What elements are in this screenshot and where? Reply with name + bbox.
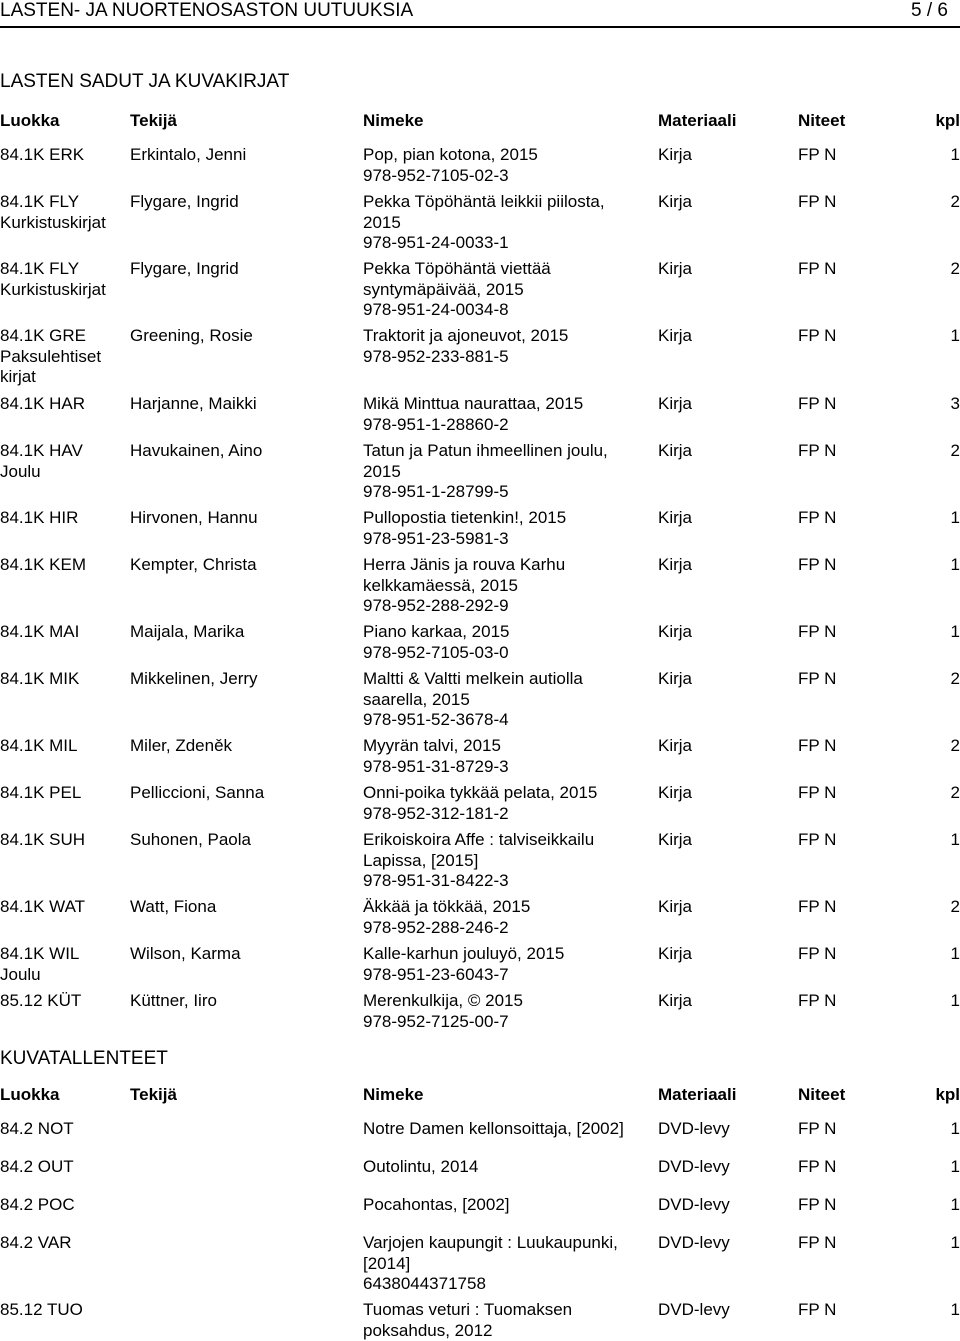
title-line: Kalle-karhun jouluyö, 2015 [363, 944, 565, 963]
column-header-material: Materiaali [658, 111, 737, 130]
cell-material: Kirja [658, 394, 693, 413]
cell-kpl: 2 [950, 783, 960, 802]
title-line: 978-951-1-28860-2 [363, 414, 509, 434]
cell-title [363, 897, 653, 938]
cell-copies: FP N [798, 145, 837, 164]
cell-copies: FP N [798, 192, 837, 211]
cell-title [363, 1233, 653, 1295]
column-header-author: Tekijä [130, 111, 177, 130]
cell-class [0, 394, 128, 415]
cell-kpl: 1 [950, 1195, 960, 1214]
title-line: Pocahontas, [2002] [363, 1195, 510, 1214]
cell-author: Küttner, Iiro [130, 991, 217, 1010]
cell-author: Maijala, Marika [130, 622, 245, 641]
class-line: 84.1K MIL [0, 736, 78, 755]
cell-title [363, 669, 653, 731]
title-line: Notre Damen kellonsoittaja, [2002] [363, 1119, 624, 1138]
cell-copies: FP N [798, 783, 837, 802]
cell-title [363, 1195, 653, 1216]
cell-author: Erkintalo, Jenni [130, 145, 247, 164]
cell-material: DVD-levy [658, 1195, 730, 1214]
cell-author: Suhonen, Paola [130, 830, 251, 849]
cell-class [0, 1300, 128, 1321]
class-line: Kurkistuskirjat [0, 279, 106, 299]
title-line: Maltti & Valtti melkein autiolla [363, 669, 583, 688]
title-line: 978-952-288-292-9 [363, 596, 509, 615]
cell-author: Greening, Rosie [130, 326, 253, 345]
cell-kpl: 1 [950, 830, 960, 849]
cell-title [363, 1119, 653, 1140]
title-line: 978-951-52-3678-4 [363, 710, 509, 729]
title-line: 978-952-7105-02-3 [363, 165, 509, 185]
title-line: poksahdus, 2012 [363, 1320, 493, 1340]
cell-author: Flygare, Ingrid [130, 259, 239, 278]
title-line: 6438044371758 [363, 1274, 486, 1293]
cell-copies: FP N [798, 669, 837, 688]
class-line: 84.1K MAI [0, 622, 80, 641]
cell-kpl: 1 [950, 326, 960, 345]
cell-material: Kirja [658, 736, 693, 755]
cell-title [363, 259, 653, 321]
cell-material: Kirja [658, 441, 693, 460]
cell-kpl: 1 [950, 145, 960, 164]
cell-author: Hirvonen, Hannu [130, 508, 258, 527]
title-line: 978-951-1-28799-5 [363, 482, 509, 501]
title-line: Pop, pian kotona, 2015 [363, 145, 538, 164]
cell-material: Kirja [658, 897, 693, 916]
cell-class [0, 508, 128, 529]
title-line: Piano karkaa, 2015 [363, 622, 510, 641]
class-line: 84.1K MIK [0, 669, 80, 688]
title-line: saarella, 2015 [363, 689, 470, 709]
class-line: 84.1K HAR [0, 394, 86, 413]
class-line: 85.12 KÜT [0, 991, 82, 1010]
class-line: Paksulehtiset [0, 346, 102, 366]
header-divider [0, 26, 960, 28]
cell-title [363, 555, 653, 617]
cell-class [0, 622, 128, 643]
class-line: 84.1K FLY [0, 192, 80, 211]
title-line: 978-951-24-0034-8 [363, 300, 509, 319]
title-line: Mikä Minttua naurattaa, 2015 [363, 394, 584, 413]
cell-class [0, 441, 128, 482]
cell-class [0, 897, 128, 918]
class-line: Joulu [0, 964, 41, 984]
class-line: 84.1K WIL [0, 944, 80, 963]
cell-material: Kirja [658, 259, 693, 278]
cell-material: Kirja [658, 326, 693, 345]
class-line: 84.2 NOT [0, 1119, 74, 1138]
section-heading: LASTEN SADUT JA KUVAKIRJAT [0, 71, 290, 92]
class-line: 84.1K WAT [0, 897, 86, 916]
cell-kpl: 1 [950, 1300, 960, 1319]
title-line: Traktorit ja ajoneuvot, 2015 [363, 326, 569, 345]
cell-material: Kirja [658, 145, 693, 164]
cell-kpl: 2 [950, 259, 960, 278]
title-line: Äkkää ja tökkää, 2015 [363, 897, 531, 916]
class-line: 84.2 OUT [0, 1157, 74, 1176]
title-line: Outolintu, 2014 [363, 1157, 479, 1176]
cell-material: Kirja [658, 622, 693, 641]
cell-copies: FP N [798, 944, 837, 963]
column-header-class: Luokka [0, 111, 60, 130]
cell-class [0, 1157, 128, 1178]
cell-class [0, 830, 128, 851]
title-line: Merenkulkija, © 2015 [363, 991, 523, 1010]
title-line: Onni-poika tykkää pelata, 2015 [363, 783, 598, 802]
cell-copies: FP N [798, 1195, 837, 1214]
cell-kpl: 1 [950, 555, 960, 574]
cell-material: DVD-levy [658, 1119, 730, 1138]
cell-copies: FP N [798, 897, 837, 916]
cell-kpl: 1 [950, 1233, 960, 1252]
title-line: [2014] [363, 1253, 411, 1273]
cell-kpl: 2 [950, 192, 960, 211]
cell-material: Kirja [658, 192, 693, 211]
title-line: Erikoiskoira Affe : talviseikkailu [363, 830, 595, 849]
column-header-title: Nimeke [363, 111, 424, 130]
cell-class [0, 944, 128, 985]
cell-author: Wilson, Karma [130, 944, 241, 963]
cell-kpl: 1 [950, 944, 960, 963]
cell-class [0, 1233, 128, 1254]
cell-copies: FP N [798, 259, 837, 278]
cell-class [0, 555, 128, 576]
cell-author: Kempter, Christa [130, 555, 257, 574]
cell-kpl: 1 [950, 1157, 960, 1176]
cell-title [363, 441, 653, 503]
cell-kpl: 3 [950, 394, 960, 413]
cell-class [0, 259, 128, 300]
section-heading: KUVATALLENTEET [0, 1048, 168, 1069]
title-line: Pekka Töpöhäntä viettää [363, 259, 551, 278]
cell-author: Miler, Zdeněk [130, 736, 233, 755]
cell-material: DVD-levy [658, 1233, 730, 1252]
cell-material: Kirja [658, 508, 693, 527]
cell-title [363, 508, 653, 549]
cell-kpl: 1 [950, 991, 960, 1010]
cell-title [363, 192, 653, 254]
class-line: 84.1K HIR [0, 508, 79, 527]
class-line: 84.1K ERK [0, 145, 85, 164]
class-line: 84.2 VAR [0, 1233, 72, 1252]
column-header-kpl: kpl [935, 111, 960, 130]
cell-copies: FP N [798, 441, 837, 460]
cell-title [363, 736, 653, 777]
cell-title [363, 394, 653, 435]
cell-author: Mikkelinen, Jerry [130, 669, 258, 688]
cell-kpl: 2 [950, 736, 960, 755]
title-line: 978-952-288-246-2 [363, 917, 509, 937]
column-header-kpl: kpl [935, 1085, 960, 1104]
title-line: 978-952-312-181-2 [363, 803, 509, 823]
cell-author: Harjanne, Maikki [130, 394, 257, 413]
cell-material: DVD-levy [658, 1300, 730, 1319]
cell-copies: FP N [798, 1300, 837, 1319]
cell-copies: FP N [798, 394, 837, 413]
column-header-author: Tekijä [130, 1085, 177, 1104]
cell-copies: FP N [798, 1119, 837, 1138]
cell-kpl: 1 [950, 622, 960, 641]
class-line: 84.1K PEL [0, 783, 82, 802]
cell-title [363, 145, 653, 186]
class-line: 84.1K KEM [0, 555, 86, 574]
cell-copies: FP N [798, 991, 837, 1010]
cell-material: Kirja [658, 944, 693, 963]
cell-material: Kirja [658, 991, 693, 1010]
cell-title [363, 783, 653, 824]
cell-class [0, 736, 128, 757]
cell-material: Kirja [658, 783, 693, 802]
cell-kpl: 2 [950, 669, 960, 688]
title-line: 978-951-23-5981-3 [363, 528, 509, 548]
class-line: 84.2 POC [0, 1195, 75, 1214]
cell-copies: FP N [798, 622, 837, 641]
class-line: 84.1K SUH [0, 830, 86, 849]
cell-class [0, 1195, 128, 1216]
cell-title [363, 830, 653, 892]
cell-class [0, 326, 128, 388]
title-line: 978-951-31-8422-3 [363, 871, 509, 890]
cell-copies: FP N [798, 1157, 837, 1176]
cell-kpl: 2 [950, 897, 960, 916]
cell-material: Kirja [658, 555, 693, 574]
cell-copies: FP N [798, 830, 837, 849]
cell-title [363, 326, 653, 367]
cell-class [0, 783, 128, 804]
column-header-class: Luokka [0, 1085, 60, 1104]
cell-author: Flygare, Ingrid [130, 192, 239, 211]
cell-copies: FP N [798, 508, 837, 527]
title-line: 978-951-24-0033-1 [363, 233, 509, 252]
cell-material: Kirja [658, 830, 693, 849]
cell-copies: FP N [798, 736, 837, 755]
title-line: 978-951-23-6043-7 [363, 964, 509, 984]
cell-kpl: 1 [950, 1119, 960, 1138]
column-header-copies: Niteet [798, 1085, 846, 1104]
class-line: 84.1K FLY [0, 259, 80, 278]
title-line: Herra Jänis ja rouva Karhu [363, 555, 566, 574]
title-line: Myyrän talvi, 2015 [363, 736, 501, 755]
cell-kpl: 2 [950, 441, 960, 460]
title-line: Pekka Töpöhäntä leikkii piilosta, [363, 192, 605, 211]
title-line: syntymäpäivää, 2015 [363, 279, 524, 299]
title-line: 978-952-7125-00-7 [363, 1011, 509, 1031]
cell-class [0, 192, 128, 233]
column-header-title: Nimeke [363, 1085, 424, 1104]
title-line: Pullopostia tietenkin!, 2015 [363, 508, 567, 527]
cell-title [363, 944, 653, 985]
title-line: 2015 [363, 461, 401, 481]
title-line: Varjojen kaupungit : Luukaupunki, [363, 1233, 618, 1252]
column-header-material: Materiaali [658, 1085, 737, 1104]
class-line: kirjat [0, 367, 36, 386]
class-line: 85.12 TUO [0, 1300, 83, 1319]
class-line: Kurkistuskirjat [0, 212, 106, 232]
cell-kpl: 1 [950, 508, 960, 527]
cell-author: Watt, Fiona [130, 897, 217, 916]
cell-material: Kirja [658, 669, 693, 688]
cell-class [0, 145, 128, 166]
cell-author: Pelliccioni, Sanna [130, 783, 265, 802]
cell-author: Havukainen, Aino [130, 441, 263, 460]
title-line: Lapissa, [2015] [363, 850, 479, 870]
title-line: 978-952-7105-03-0 [363, 642, 509, 662]
cell-title [363, 991, 653, 1032]
page-title: LASTEN- JA NUORTENOSASTON UUTUUKSIA [0, 0, 414, 21]
title-line: kelkkamäessä, 2015 [363, 575, 518, 595]
cell-title [363, 1300, 653, 1341]
cell-copies: FP N [798, 326, 837, 345]
cell-material: DVD-levy [658, 1157, 730, 1176]
title-line: 978-951-31-8729-3 [363, 756, 509, 776]
cell-class [0, 669, 128, 690]
title-line: 978-952-233-881-5 [363, 346, 509, 366]
cell-class [0, 991, 128, 1012]
page-header [0, 0, 960, 26]
class-line: 84.1K HAV [0, 441, 83, 460]
cell-title [363, 622, 653, 663]
cell-copies: FP N [798, 555, 837, 574]
title-line: Tuomas veturi : Tuomaksen [363, 1300, 573, 1319]
cell-class [0, 1119, 128, 1140]
page-number: 5 / 6 [911, 0, 948, 21]
cell-title [363, 1157, 653, 1178]
title-line: Tatun ja Patun ihmeellinen joulu, [363, 441, 608, 460]
class-line: Joulu [0, 461, 41, 481]
cell-copies: FP N [798, 1233, 837, 1252]
column-header-copies: Niteet [798, 111, 846, 130]
class-line: 84.1K GRE [0, 326, 86, 345]
title-line: 2015 [363, 212, 401, 232]
